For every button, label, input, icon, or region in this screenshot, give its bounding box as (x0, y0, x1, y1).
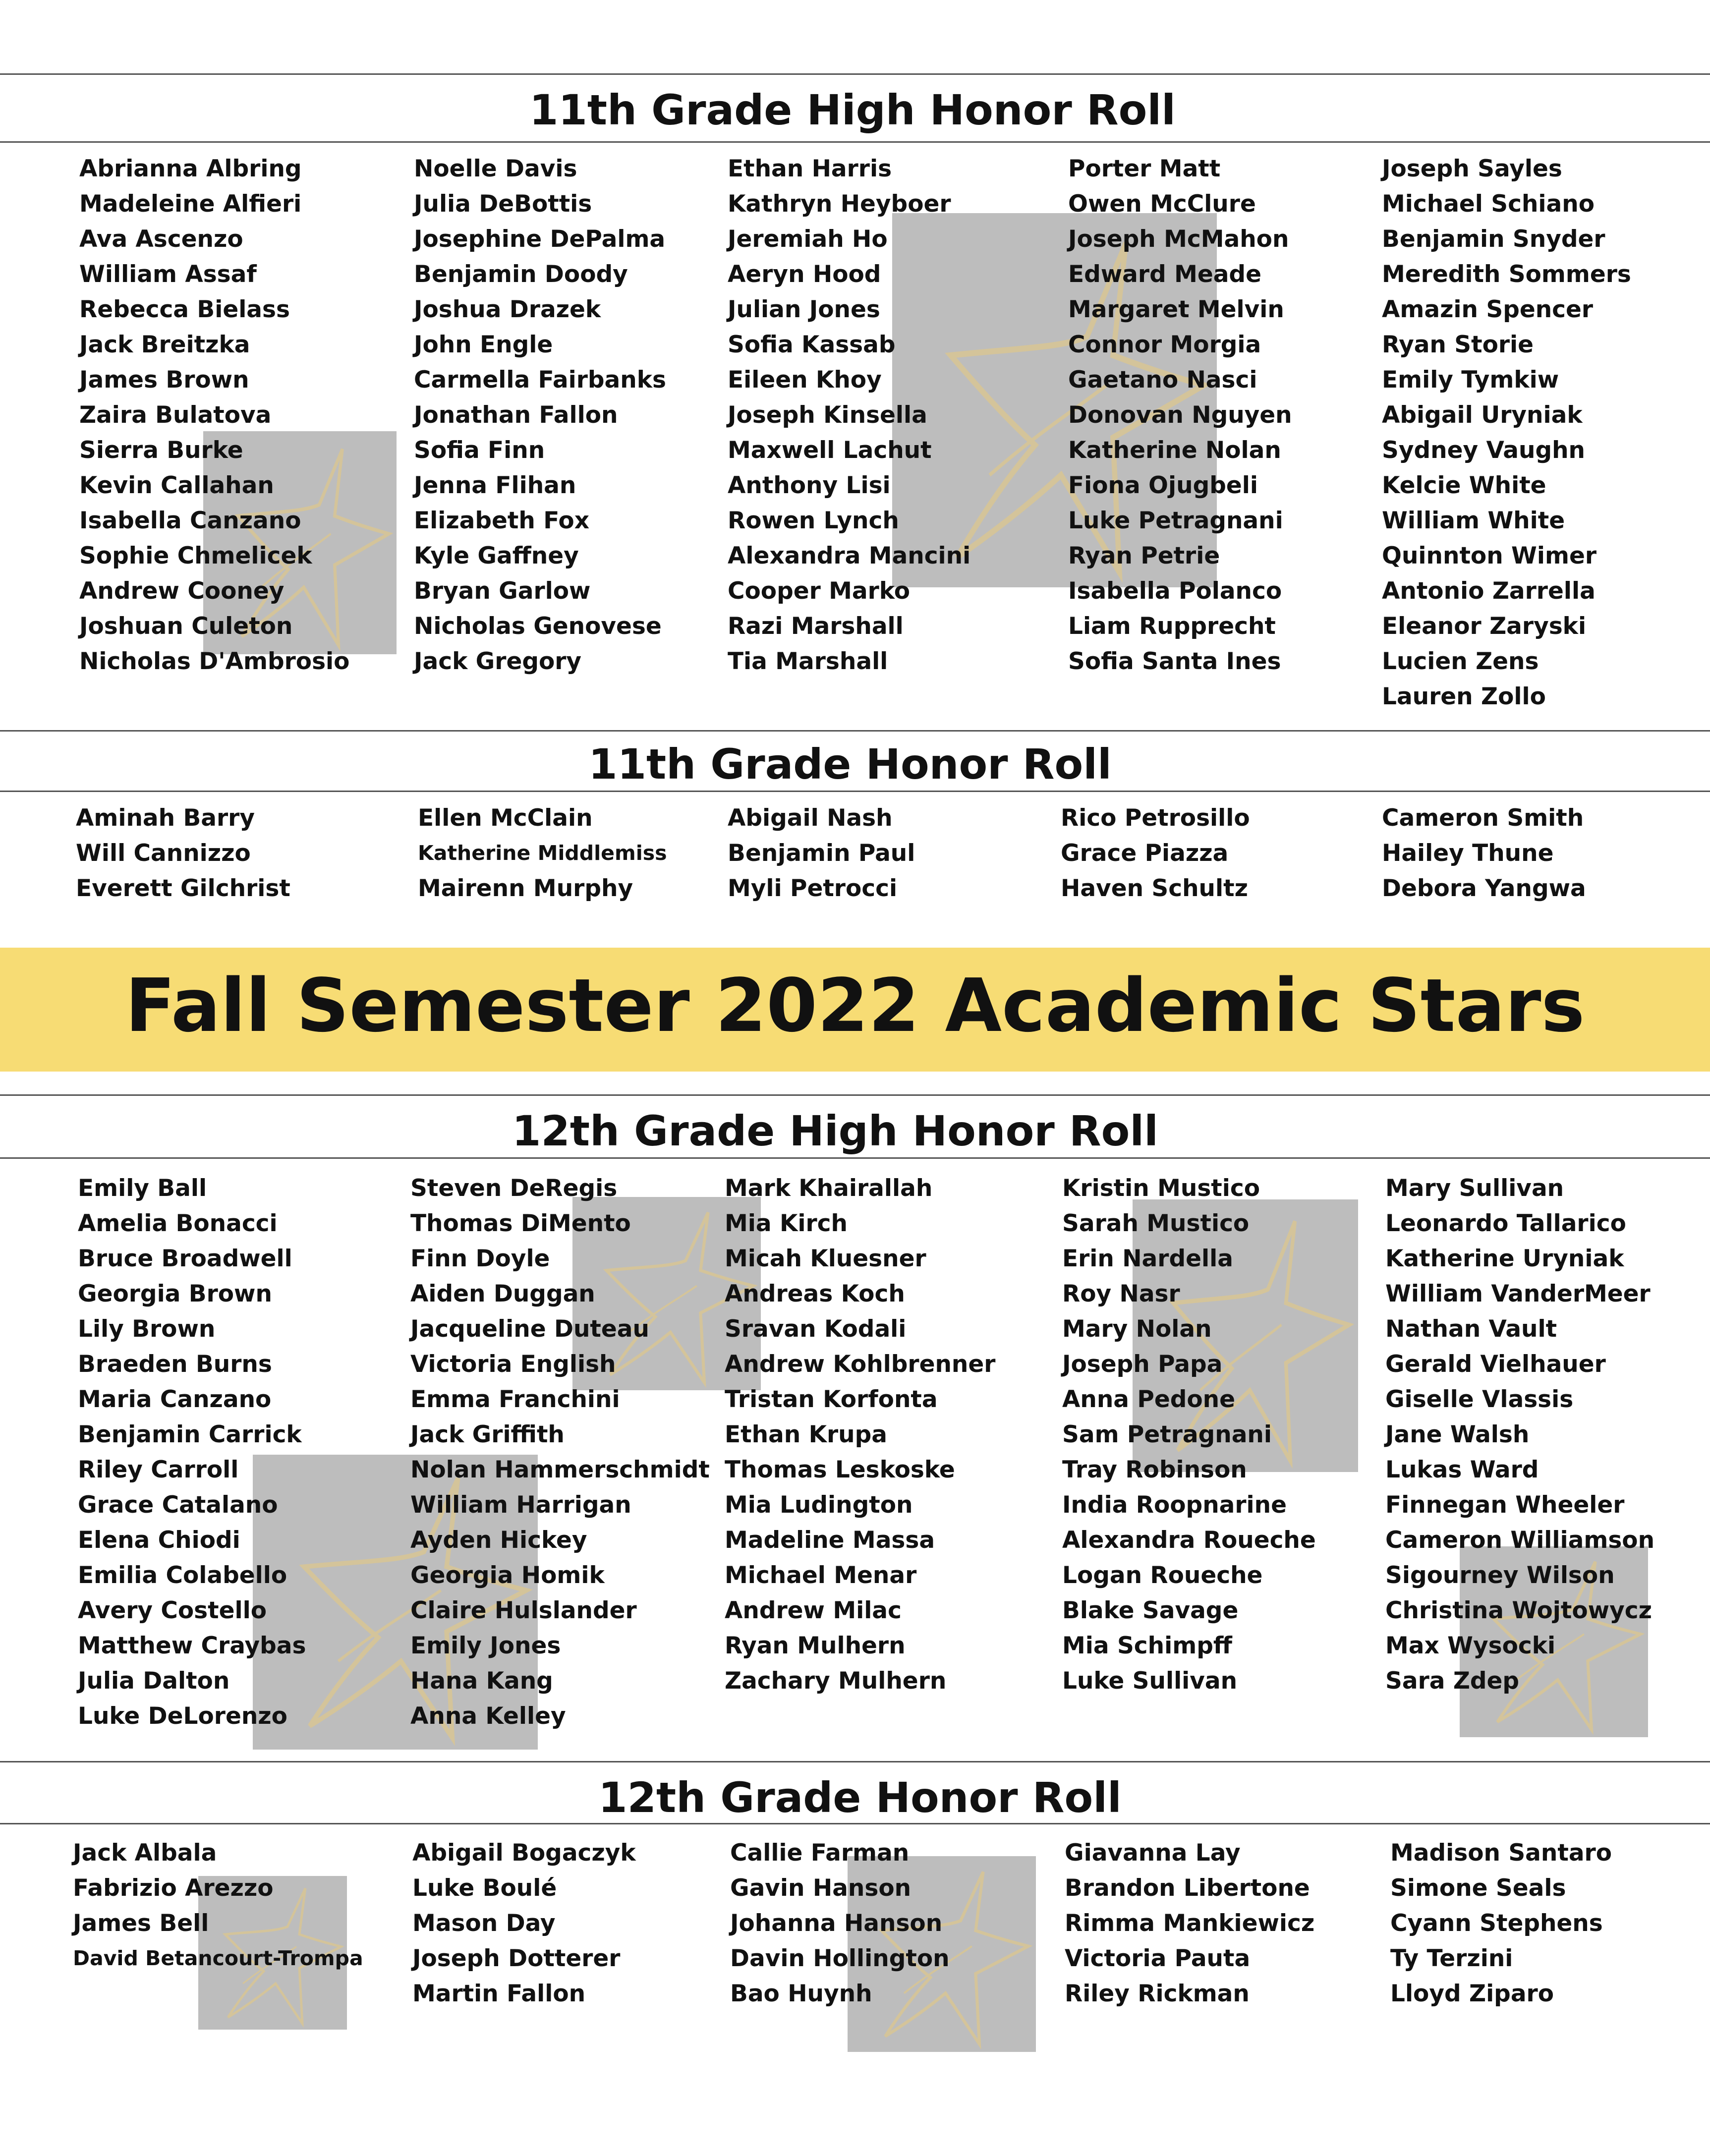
name-column (1065, 1835, 1314, 2011)
student-name: Tray Robinson (1062, 1456, 1247, 1483)
student-name: Mary Nolan (1062, 1315, 1212, 1343)
name-column (418, 800, 667, 906)
student-name: Braeden Burns (78, 1351, 272, 1378)
student-name: Emily Ball (78, 1175, 207, 1202)
name-column (412, 1835, 636, 2011)
student-name: Isabella Polanco (1068, 577, 1282, 605)
student-name: Roy Nasr (1062, 1280, 1180, 1307)
student-name: Benjamin Carrick (78, 1421, 302, 1448)
student-name: Sarah Mustico (1062, 1210, 1250, 1237)
student-name: Elena Chiodi (78, 1527, 240, 1554)
student-name: Connor Morgia (1068, 331, 1261, 358)
student-name: Alexandra Mancini (728, 542, 971, 569)
divider (0, 1157, 1710, 1159)
divider (0, 1761, 1710, 1762)
student-name: Mairenn Murphy (418, 875, 633, 902)
student-name: Cameron Williamson (1385, 1527, 1655, 1554)
student-name: Jane Walsh (1385, 1421, 1530, 1448)
student-name: Mia Ludington (725, 1491, 913, 1519)
student-name: Fabrizio Arezzo (73, 1874, 274, 1902)
section-title-12th-high: 12th Grade High Honor Roll (512, 1107, 1158, 1155)
student-name: Amazin Spencer (1382, 296, 1594, 323)
student-name: Cameron Smith (1382, 804, 1584, 832)
name-column (728, 800, 915, 906)
student-name: Joseph Dotterer (412, 1945, 621, 1972)
student-name: Rowen Lynch (728, 507, 899, 534)
student-name: Johanna Hanson (730, 1910, 943, 1937)
name-column (1390, 1835, 1612, 2011)
student-name: Kevin Callahan (79, 472, 274, 499)
student-name: Christina Wojtowycz (1385, 1597, 1652, 1624)
student-name: Finn Doyle (410, 1245, 550, 1272)
student-name: Avery Costello (78, 1597, 267, 1624)
student-name: Jack Breitzka (79, 331, 250, 358)
name-column (414, 151, 666, 679)
student-name: Joshuan Culeton (79, 613, 293, 640)
student-name: Carmella Fairbanks (414, 366, 666, 394)
student-name: Tia Marshall (728, 648, 888, 675)
student-name: Lauren Zollo (1382, 683, 1546, 710)
student-name: Ethan Harris (728, 155, 892, 182)
divider (0, 1823, 1710, 1824)
student-name: Josephine DePalma (414, 226, 666, 253)
student-name: Julia Dalton (78, 1667, 230, 1695)
student-name: Ayden Hickey (410, 1527, 587, 1554)
student-name: Blake Savage (1062, 1597, 1239, 1624)
student-name: Bao Huynh (730, 1980, 872, 2007)
student-name: Jack Gregory (414, 648, 582, 675)
student-name: Fiona Ojugbeli (1068, 472, 1258, 499)
student-name: Lucien Zens (1382, 648, 1539, 675)
student-name: William White (1382, 507, 1565, 534)
student-name: Rico Petrosillo (1061, 804, 1250, 832)
student-name: Margaret Melvin (1068, 296, 1284, 323)
student-name: Jack Griffith (410, 1421, 565, 1448)
student-name: Michael Schiano (1382, 190, 1595, 218)
student-name: Erin Nardella (1062, 1245, 1233, 1272)
student-name: Steven DeRegis (410, 1175, 618, 1202)
student-name: Sravan Kodali (725, 1315, 907, 1343)
student-name: Mark Khairallah (725, 1175, 933, 1202)
student-name: Jacqueline Duteau (410, 1315, 649, 1343)
student-name: Lloyd Ziparo (1390, 1980, 1554, 2007)
student-name: John Engle (414, 331, 553, 358)
section-title-11th-honor: 11th Grade Honor Roll (588, 740, 1112, 789)
student-name: Nolan Hammerschmidt (410, 1456, 710, 1483)
student-name: James Bell (73, 1910, 209, 1937)
student-name: Jeremiah Ho (728, 226, 888, 253)
student-name: Luke Sullivan (1062, 1667, 1238, 1695)
student-name: Abigail Uryniak (1382, 401, 1583, 429)
student-name: Ryan Storie (1382, 331, 1534, 358)
student-name: Jack Albala (73, 1839, 217, 1867)
student-name: Andrew Cooney (79, 577, 285, 605)
student-name: Aiden Duggan (410, 1280, 595, 1307)
student-name: Abigail Nash (728, 804, 893, 832)
student-name: Tristan Korfonta (725, 1386, 938, 1413)
student-name: Katherine Nolan (1068, 437, 1281, 464)
student-name: Claire Hulslander (410, 1597, 637, 1624)
divider (0, 141, 1710, 143)
name-column (730, 1835, 950, 2011)
student-name: Sofia Finn (414, 437, 545, 464)
student-name: Maxwell Lachut (728, 437, 932, 464)
student-name: Ty Terzini (1390, 1945, 1513, 1972)
student-name: Joseph Kinsella (728, 401, 927, 429)
student-name: Anna Pedone (1062, 1386, 1235, 1413)
student-name: Nathan Vault (1385, 1315, 1557, 1343)
student-name: Julian Jones (728, 296, 880, 323)
name-column (1385, 1171, 1654, 1699)
student-name: Mason Day (412, 1910, 556, 1937)
student-name: Victoria Pauta (1065, 1945, 1251, 1972)
student-name: Georgia Homik (410, 1562, 605, 1589)
student-name: Abigail Bogaczyk (412, 1839, 636, 1867)
student-name: Luke Boulé (412, 1874, 557, 1902)
student-name: Nicholas Genovese (414, 613, 662, 640)
name-column (73, 1835, 363, 1976)
student-name: Sam Petragnani (1062, 1421, 1272, 1448)
student-name: Zachary Mulhern (725, 1667, 947, 1695)
student-name: David Betancourt-Trompa (73, 1946, 363, 1970)
name-column (410, 1171, 710, 1734)
student-name: Mia Kirch (725, 1210, 848, 1237)
student-name: Emily Jones (410, 1632, 561, 1659)
student-name: Madeleine Alfieri (79, 190, 302, 218)
student-name: William Assaf (79, 261, 257, 288)
name-column (1062, 1171, 1316, 1699)
student-name: Jonathan Fallon (414, 401, 618, 429)
student-name: Giselle Vlassis (1385, 1386, 1574, 1413)
student-name: Sydney Vaughn (1382, 437, 1586, 464)
student-name: Lukas Ward (1385, 1456, 1539, 1483)
student-name: Bruce Broadwell (78, 1245, 292, 1272)
name-column (1382, 800, 1586, 906)
student-name: Madeline Massa (725, 1527, 935, 1554)
student-name: Cooper Marko (728, 577, 911, 605)
student-name: Julia DeBottis (414, 190, 592, 218)
student-name: Mia Schimpff (1062, 1632, 1232, 1659)
name-column (725, 1171, 995, 1699)
student-name: Elizabeth Fox (414, 507, 590, 534)
student-name: Owen McClure (1068, 190, 1256, 218)
student-name: Max Wysocki (1385, 1632, 1556, 1659)
student-name: Katherine Middlemiss (418, 841, 667, 865)
student-name: Cyann Stephens (1390, 1910, 1603, 1937)
student-name: Lily Brown (78, 1315, 216, 1343)
student-name: Kelcie White (1382, 472, 1546, 499)
section-title-12th-honor: 12th Grade Honor Roll (598, 1773, 1122, 1822)
student-name: Maria Canzano (78, 1386, 272, 1413)
student-name: Ellen McClain (418, 804, 593, 832)
student-name: Jenna Flihan (414, 472, 576, 499)
student-name: Sophie Chmelicek (79, 542, 312, 569)
student-name: Abrianna Albring (79, 155, 302, 182)
student-name: Ryan Petrie (1068, 542, 1220, 569)
student-name: Giavanna Lay (1065, 1839, 1241, 1867)
student-name: Victoria English (410, 1351, 616, 1378)
student-name: Mary Sullivan (1385, 1175, 1564, 1202)
student-name: Andrew Milac (725, 1597, 902, 1624)
student-name: Meredith Sommers (1382, 261, 1631, 288)
student-name: Ryan Mulhern (725, 1632, 906, 1659)
student-name: Kathryn Heyboer (728, 190, 951, 218)
student-name: Eleanor Zaryski (1382, 613, 1587, 640)
student-name: Finnegan Wheeler (1385, 1491, 1625, 1519)
student-name: Liam Rupprecht (1068, 613, 1276, 640)
student-name: Sigourney Wilson (1385, 1562, 1615, 1589)
student-name: Joseph Sayles (1382, 155, 1562, 182)
banner-title: Fall Semester 2022 Academic Stars (125, 963, 1585, 1048)
student-name: Kristin Mustico (1062, 1175, 1260, 1202)
student-name: Georgia Brown (78, 1280, 272, 1307)
student-name: Micah Kluesner (725, 1245, 926, 1272)
name-column (79, 151, 349, 679)
student-name: Ava Ascenzo (79, 226, 243, 253)
student-name: Aminah Barry (76, 804, 255, 832)
student-name: Benjamin Doody (414, 261, 628, 288)
student-name: Everett Gilchrist (76, 875, 290, 902)
student-name: Eileen Khoy (728, 366, 882, 394)
student-name: Kyle Gaffney (414, 542, 579, 569)
student-name: Thomas Leskoske (725, 1456, 955, 1483)
student-name: Luke Petragnani (1068, 507, 1283, 534)
student-name: Luke DeLorenzo (78, 1702, 287, 1730)
student-name: Logan Roueche (1062, 1562, 1263, 1589)
student-name: Gaetano Nasci (1068, 366, 1257, 394)
name-column (1068, 151, 1292, 679)
student-name: Debora Yangwa (1382, 875, 1586, 902)
student-name: Razi Marshall (728, 613, 904, 640)
student-name: Simone Seals (1390, 1874, 1566, 1902)
student-name: Sofia Kassab (728, 331, 896, 358)
student-name: Anthony Lisi (728, 472, 891, 499)
student-name: Rimma Mankiewicz (1065, 1910, 1315, 1937)
name-column (1061, 800, 1250, 906)
student-name: Aeryn Hood (728, 261, 881, 288)
divider (0, 730, 1710, 732)
student-name: Matthew Craybas (78, 1632, 306, 1659)
divider (0, 1094, 1710, 1096)
student-name: Benjamin Snyder (1382, 226, 1605, 253)
section-title-11th-high: 11th Grade High Honor Roll (529, 86, 1176, 134)
divider (0, 73, 1710, 75)
student-name: Joshua Drazek (414, 296, 601, 323)
student-name: Donovan Nguyen (1068, 401, 1292, 429)
student-name: Riley Carroll (78, 1456, 239, 1483)
student-name: Bryan Garlow (414, 577, 591, 605)
divider (0, 791, 1710, 792)
student-name: Sierra Burke (79, 437, 243, 464)
student-name: India Roopnarine (1062, 1491, 1287, 1519)
student-name: Thomas DiMento (410, 1210, 631, 1237)
student-name: Haven Schultz (1061, 875, 1248, 902)
student-name: Zaira Bulatova (79, 401, 272, 429)
student-name: Gerald Vielhauer (1385, 1351, 1606, 1378)
student-name: Joseph Papa (1062, 1351, 1223, 1378)
student-name: Anna Kelley (410, 1702, 566, 1730)
student-name: Emilia Colabello (78, 1562, 287, 1589)
student-name: Grace Catalano (78, 1491, 278, 1519)
student-name: Ethan Krupa (725, 1421, 887, 1448)
student-name: Nicholas D'Ambrosio (79, 648, 350, 675)
student-name: Myli Petrocci (728, 875, 898, 902)
student-name: Andrew Kohlbrenner (725, 1351, 996, 1378)
student-name: Alexandra Roueche (1062, 1527, 1316, 1554)
name-column (728, 151, 970, 679)
student-name: Emma Franchini (410, 1386, 620, 1413)
student-name: Hana Kang (410, 1667, 553, 1695)
student-name: Amelia Bonacci (78, 1210, 278, 1237)
student-name: William VanderMeer (1385, 1280, 1651, 1307)
student-name: Benjamin Paul (728, 840, 915, 867)
student-name: Andreas Koch (725, 1280, 905, 1307)
student-name: Porter Matt (1068, 155, 1221, 182)
student-name: Brandon Libertone (1065, 1874, 1310, 1902)
student-name: Joseph McMahon (1068, 226, 1289, 253)
student-name: Sofia Santa Ines (1068, 648, 1281, 675)
student-name: Edward Meade (1068, 261, 1261, 288)
student-name: Gavin Hanson (730, 1874, 912, 1902)
student-name: James Brown (79, 366, 249, 394)
student-name: Quinnton Wimer (1382, 542, 1597, 569)
student-name: Noelle Davis (414, 155, 577, 182)
student-name: Katherine Uryniak (1385, 1245, 1624, 1272)
student-name: Callie Farman (730, 1839, 910, 1867)
student-name: Rebecca Bielass (79, 296, 290, 323)
student-name: William Harrigan (410, 1491, 631, 1519)
student-name: Isabella Canzano (79, 507, 301, 534)
student-name: Antonio Zarrella (1382, 577, 1596, 605)
student-name: Hailey Thune (1382, 840, 1554, 867)
student-name: Will Cannizzo (76, 840, 251, 867)
student-name: Emily Tymkiw (1382, 366, 1559, 394)
name-column (76, 800, 290, 906)
student-name: Sara Zdep (1385, 1667, 1520, 1695)
student-name: Madison Santaro (1390, 1839, 1612, 1867)
name-column (78, 1171, 306, 1734)
student-name: Riley Rickman (1065, 1980, 1250, 2007)
student-name: Michael Menar (725, 1562, 917, 1589)
student-name: Martin Fallon (412, 1980, 586, 2007)
name-column (1382, 151, 1631, 714)
student-name: Leonardo Tallarico (1385, 1210, 1626, 1237)
student-name: Davin Hollington (730, 1945, 950, 1972)
student-name: Grace Piazza (1061, 840, 1229, 867)
